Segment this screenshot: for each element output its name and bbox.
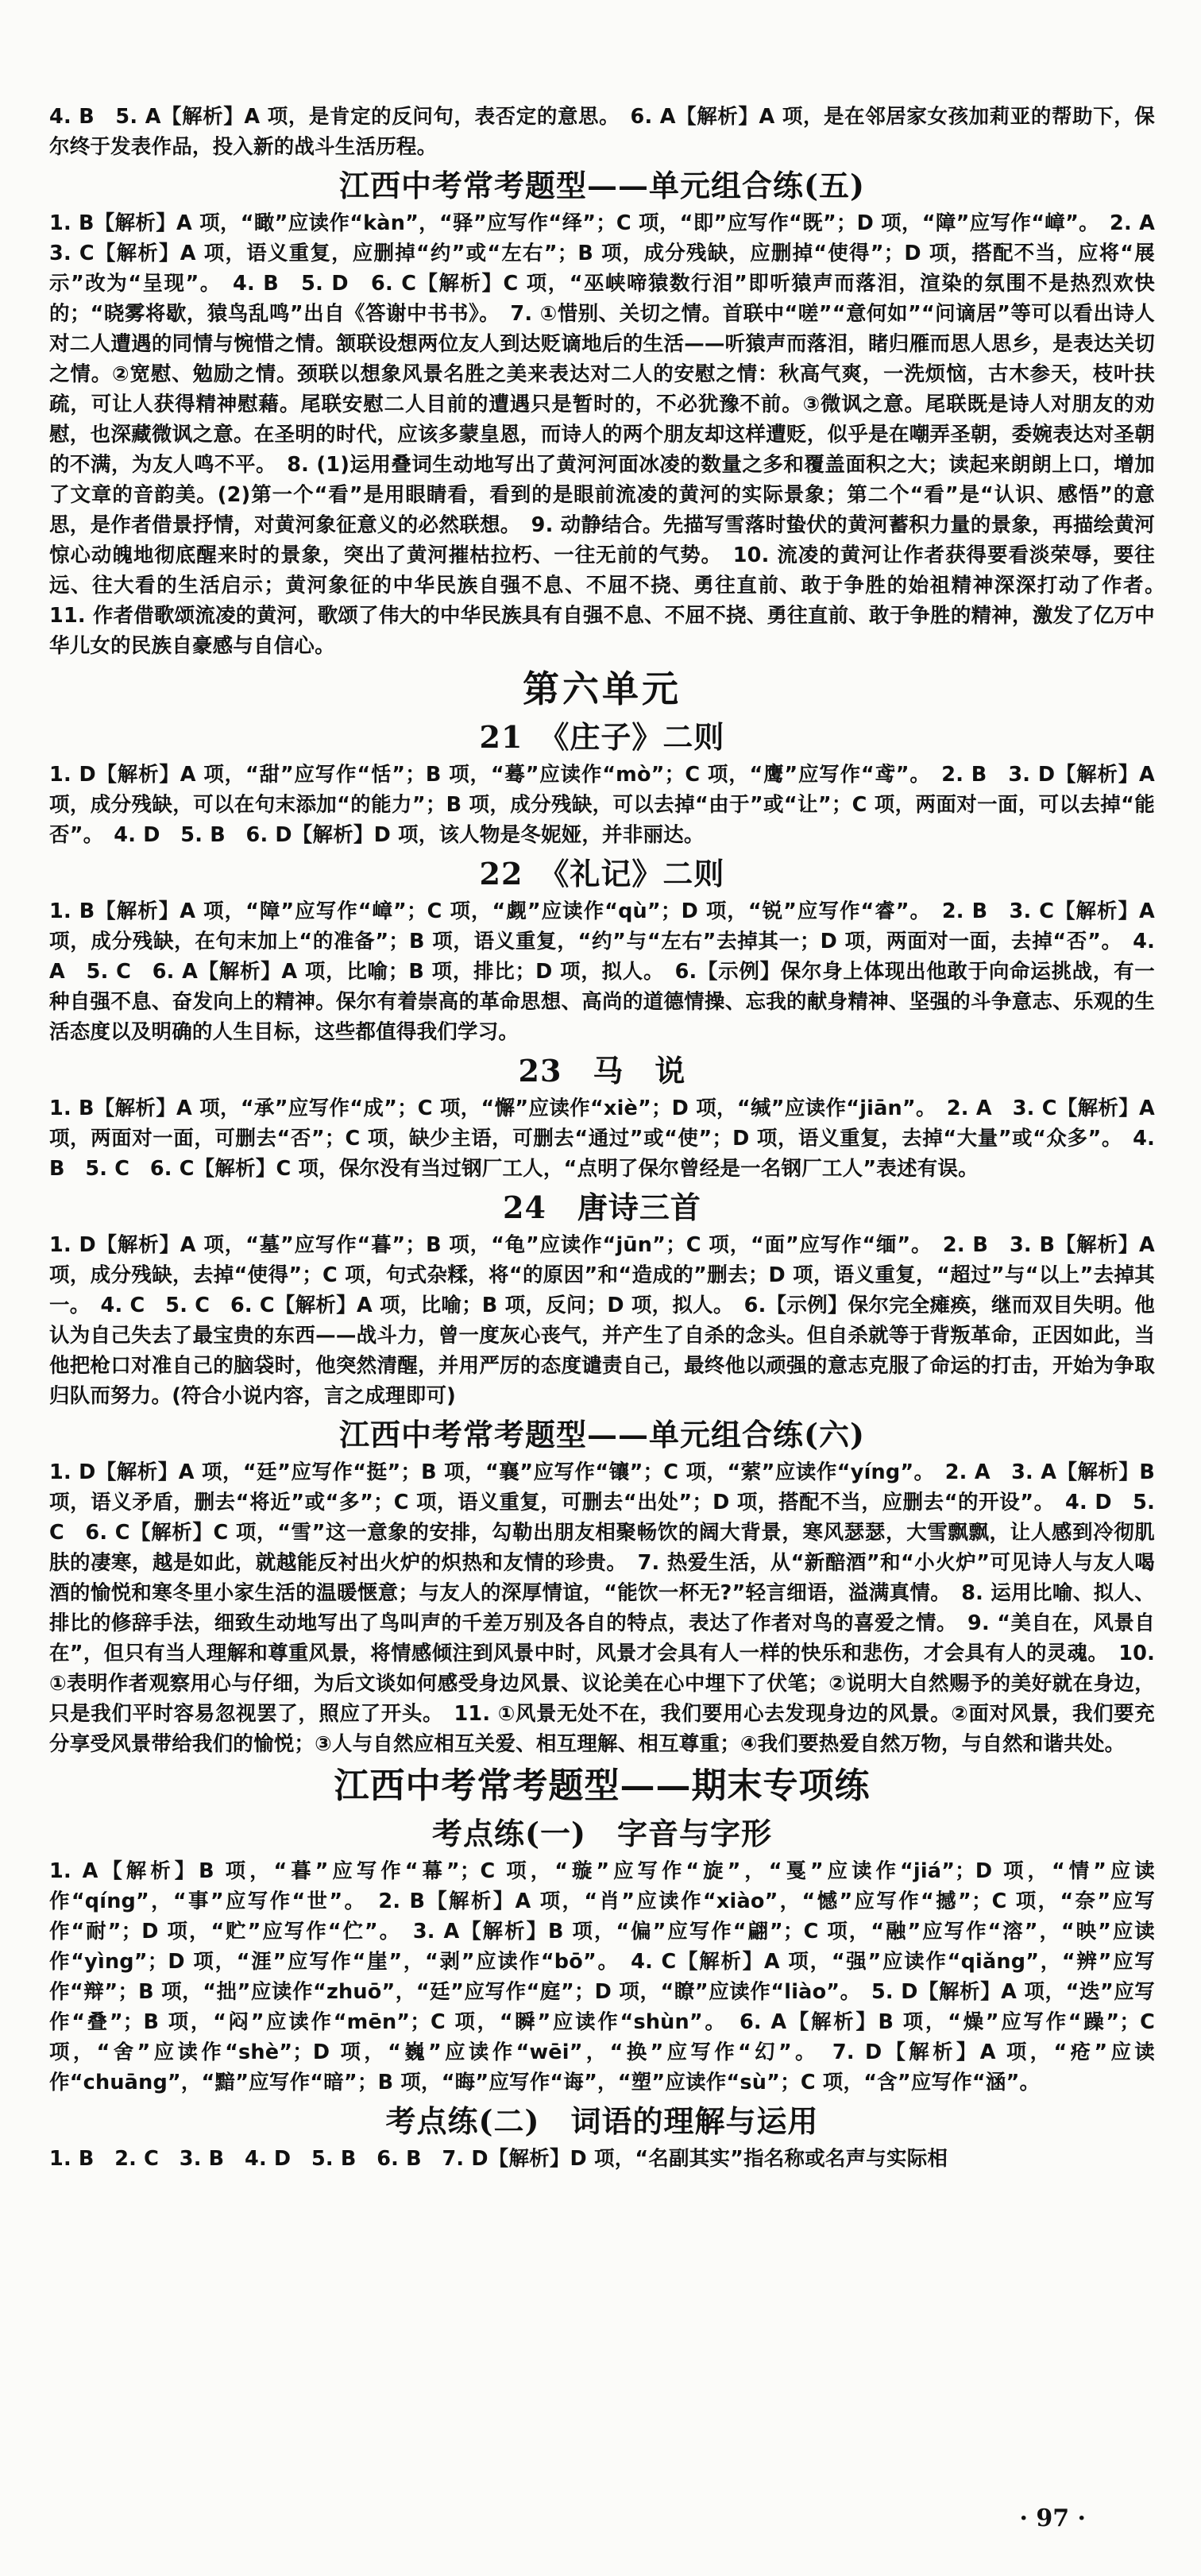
section-title-unit-6-combo: 江西中考常考题型——单元组合练(六) <box>339 1417 865 1452</box>
topic-title-2: 考点练(二) 词语的理解与运用 <box>385 2103 819 2139</box>
unit-title: 第六单元 <box>523 667 682 710</box>
answer-paragraph: 4. B 5. A【解析】A 项，是肯定的反问句，表否定的意思。 6. A【解析】A 项，是在邻居家女孩加莉亚的帮助下，保尔终于发表作品，投入新的战斗生活历程。 <box>49 105 1155 159</box>
answer-paragraph: 1. B【解析】A 项，“障”应写作“嶂”；C 项，“觑”应读作“qù”；D 项，“锐”应写作“睿”。 2. B 3. C【解析】A 项，成分残缺，在句末加上“的准备”；B 项，语义重复，“约”与“左右”去掉其一；D 项，两面对一面，去掉“否”。 4. A 5. C 6. A【解析】A 项，比喻；B 项，排比；D 项，拟人。 6.【示例】保尔身上体现出他敢于向命运挑战，有一种自强不息、奋发向上的精神。保尔有着崇高的革命思想、高尚的道德情操、忘我的献身精神、坚强的斗争意志、乐观的生活态度以及明确的人生目标，这些都值得我们学习。 <box>49 899 1155 1044</box>
lesson-title-22: 22 《礼记》二则 <box>479 856 725 892</box>
answer-paragraph: 1. A【解析】B 项，“暮”应写作“幕”；C 项，“璇”应写作“旋”，“戛”应读作“jiá”；D 项，“情”应读作“qíng”，“事”应写作“世”。 2. B【解析】A 项，“肖”应读作“xiào”，“憾”应写作“撼”；C 项，“奈”应写作“耐”；D 项，“贮”应写作“伫”。 3. A【解析】B 项，“偏”应写作“翩”；C 项，“融”应写作“溶”，“映”应读作“yìng”；D 项，“涯”应写作“崖”，“剥”应读作“bō”。 4. C【解析】A 项，“强”应读作“qiǎng”，“辨”应写作“辩”；B 项，“拙”应读作“zhuō”，“廷”应写作“庭”；D 项，“瞭”应读作“liào”。 5. D【解析】A 项，“迭”应写作“叠”；B 项，“闷”应读作“mēn”；C 项，“瞬”应读作“shùn”。 6. A【解析】B 项，“燥”应写作“躁”；C 项，“舍”应读作“shè”；D 项，“巍”应读作“wēi”，“换”应写作“幻”。 7. D【解析】A 项，“疮”应读作“chuāng”，“黯”应写作“暗”；B 项，“晦”应写作“诲”，“塑”应读作“sù”；C 项，“含”应写作“涵”。 <box>49 1859 1155 2094</box>
answer-paragraph: 1. B【解析】A 项，“瞰”应读作“kàn”，“驿”应写作“绎”；C 项，“即”应写作“既”；D 项，“障”应写作“嶂”。 2. A 3. C【解析】A 项，语义重复，应删掉“约”或“左右”；B 项，成分残缺，应删掉“使得”；D 项，搭配不当，应将“展示”改为“呈现”。 4. B 5. D 6. C【解析】C 项，“巫峡啼猿数行泪”即听猿声而落泪，渲染的氛围不是热烈欢快的；“晓雾将歇，猿鸟乱鸣”出自《答谢中书书》。 7. ①惜别、关切之情。首联中“嗟”“意何如”“问谪居”等可以看出诗人对二人遭遇的同情与惋惜之情。颔联设想两位友人到达贬谪地后的生活——听猿声而落泪，睹归雁而思人思乡，是表达关切之情。②宽慰、勉励之情。颈联以想象风景名胜之美来表达对二人的安慰之情：秋高气爽，一洗烦恼，古木参天，枝叶扶疏，可让人获得精神慰藉。尾联安慰二人目前的遭遇只是暂时的，不必犹豫不前。③微讽之意。尾联既是诗人对朋友的劝慰，也深藏微讽之意。在圣明的时代，应该多蒙皇恩，而诗人的两个朋友却这样遭贬，似乎是在嘲弄圣朝，委婉表达对圣朝的不满，为友人鸣不平。 8. (1)运用叠词生动地写出了黄河河面冰凌的数量之多和覆盖面积之大；读起来朗朗上口，增加了文章的音韵美。(2)第一个“看”是用眼睛看，看到的是眼前流凌的黄河的实际景象；第二个“看”是“认识、感悟”的意思，是作者借景抒情，对黄河象征意义的必然联想。 9. 动静结合。先描写雪落时蛰伏的黄河蓄积力量的景象，再描绘黄河惊心动魄地彻底醒来时的景象，突出了黄河摧枯拉朽、一往无前的气势。 10. 流凌的黄河让作者获得要看淡荣辱，要往远、往大看的生活启示；黄河象征的中华民族自强不息、不屈不挠、勇往直前、敢于争胜的始祖精神深深打动了作者。 11. 作者借歌颂流凌的黄河，歌颂了伟大的中华民族具有自强不息、不屈不挠、勇往直前、敢于争胜的精神，激发了亿万中华儿女的民族自豪感与自信心。 <box>49 211 1176 658</box>
answer-paragraph: 1. B 2. C 3. B 4. D 5. B 6. B 7. D【解析】D 项，“名副其实”指名称或名声与实际相 <box>49 2147 948 2171</box>
answer-paragraph: 1. D【解析】A 项，“墓”应写作“暮”；B 项，“龟”应读作“jūn”；C 项，“面”应写作“缅”。 2. B 3. B【解析】A 项，成分残缺，去掉“使得”；C 项，句式杂糅，将“的原因”和“造成的”删去；D 项，语义重复，“超过”与“以上”去掉其一。 4. C 5. C 6. C【解析】A 项，比喻；B 项，反问；D 项，拟人。 6.【示例】保尔完全瘫痪，继而双目失明。他认为自己失去了最宝贵的东西——战斗力，曾一度灰心丧气，并产生了自杀的念头。但自杀就等于背叛革命，正因如此，当他把枪口对准自己的脑袋时，他突然清醒，并用严厉的态度谴责自己，最终他以顽强的意志克服了命运的打击，开始为争取归队而努力。(符合小说内容，言之成理即可) <box>49 1233 1155 1408</box>
answer-paragraph: 1. D【解析】A 项，“甜”应写作“恬”；B 项，“蓦”应读作“mò”；C 项，“鹰”应写作“鸢”。 2. B 3. D【解析】A 项，成分残缺，可以在句末添加“的能力”；B 项，成分残缺，可以去掉“由于”或“让”；C 项，两面对一面，可以去掉“能否”。 4. D 5. B 6. D【解析】D 项，该人物是冬妮娅，并非丽达。 <box>49 763 1155 847</box>
topic-title-1: 考点练(一) 字音与字形 <box>432 1816 772 1851</box>
section-title-final-review: 江西中考常考题型——期末专项练 <box>334 1766 871 1806</box>
page-number: · 97 · <box>1019 2504 1086 2532</box>
lesson-title-21: 21 《庄子》二则 <box>479 719 725 755</box>
answer-paragraph: 1. B【解析】A 项，“承”应写作“成”；C 项，“懈”应读作“xiè”；D 项，“缄”应读作“jiān”。 2. A 3. C【解析】A 项，两面对一面，可删去“否”；C 项，缺少主语，可删去“通过”或“使”；D 项，语义重复，去掉“大量”或“众多”。 4. B 5. C 6. C【解析】C 项，保尔没有当过钢厂工人，“点明了保尔曾经是一名钢厂工人”表述有误。 <box>49 1097 1155 1181</box>
answer-paragraph: 1. D【解析】A 项，“廷”应写作“挺”；B 项，“襄”应写作“镶”；C 项，“萦”应读作“yíng”。 2. A 3. A【解析】B 项，语义矛盾，删去“将近”或“多”；C 项，语义重复，可删去“出处”；D 项，搭配不当，应删去“的开设”。 4. D 5. C 6. C【解析】C 项，“雪”这一意象的安排，勾勒出朋友相聚畅饮的阔大背景，寒风瑟瑟，大雪飘飘，让人感到冷彻肌肤的凄寒，越是如此，就越能反衬出火炉的炽热和友情的珍贵。 7. 热爱生活，从“新醅酒”和“小火炉”可见诗人与友人喝酒的愉悦和寒冬里小家生活的温暖惬意；与友人的深厚情谊，“能饮一杯无?”轻言细语，溢满真情。 8. 运用比喻、拟人、排比的修辞手法，细致生动地写出了鸟叫声的千差万别及各自的特点，表达了作者对鸟的喜爱之情。 9. “美自在，风景自在”，但只有当人理解和尊重风景，将情感倾注到风景中时，风景才会具有人一样的快乐和悲伤，才会具有人的灵魂。 10. ①表明作者观察用心与仔细，为后文谈如何感受身边风景、议论美在心中埋下了伏笔；②说明大自然赐予的美好就在身边，只是我们平时容易忽视罢了，照应了开头。 11. ①风景无处不在，我们要用心去发现身边的风景。②面对风景，我们要充分享受风景带给我们的愉悦；③人与自然应相互关爱、相互理解、相互尊重；④我们要热爱自然万物，与自然和谐共处。 <box>49 1460 1155 1756</box>
lesson-title-23: 23 马 说 <box>518 1053 686 1089</box>
section-title-unit-5-combo: 江西中考常考题型——单元组合练(五) <box>339 168 865 203</box>
lesson-title-24: 24 唐诗三首 <box>503 1189 701 1225</box>
